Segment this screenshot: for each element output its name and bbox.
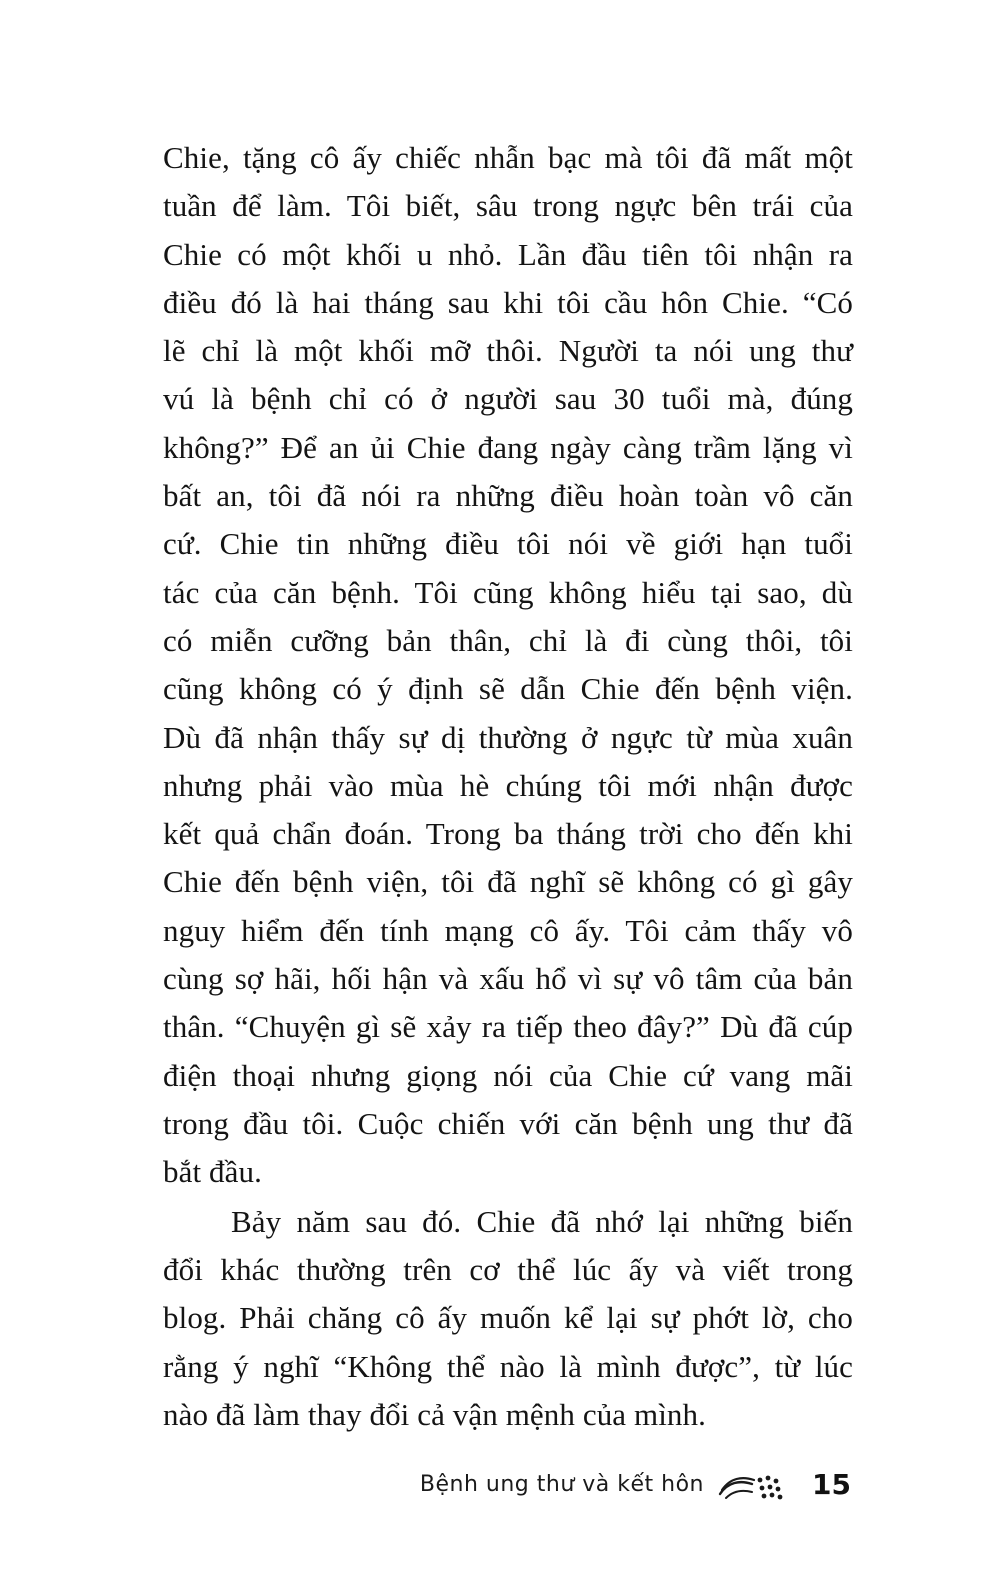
- body-text: [163, 134, 853, 1439]
- text-line: cứ. Chie tin những điều tôi nói về giới hạn tuổi: [163, 526, 853, 562]
- text-line: rằng ý nghĩ “Không thể nào là mình được”, từ lúc: [163, 1348, 853, 1384]
- text-line: Chie có một khối u nhỏ. Lần đầu tiên tôi nhận ra: [163, 236, 853, 272]
- text-line: có miễn cưỡng bản thân, chỉ là đi cùng thôi, tôi: [163, 622, 853, 658]
- text-line: blog. Phải chăng cô ấy muốn kể lại sự phớt lờ, cho: [163, 1300, 853, 1336]
- text-line: Chie, tặng cô ấy chiếc nhẫn bạc mà tôi đã mất một: [163, 140, 853, 175]
- text-line: không?” Để an ủi Chie đang ngày càng trầm lặng vì: [163, 429, 853, 465]
- text-line: điều đó là hai tháng sau khi tôi cầu hôn Chie. “Có: [163, 284, 853, 320]
- text-line: cùng sợ hãi, hối hận và xấu hổ vì sự vô tâm của bản: [163, 961, 853, 997]
- page-footer: [0, 1468, 1000, 1508]
- text-line: nguy hiểm đến tính mạng cô ấy. Tôi cảm thấy vô: [163, 912, 853, 948]
- text-line: cũng không có ý định sẽ dẫn Chie đến bệnh viện.: [163, 671, 853, 707]
- paragraph-1: [163, 134, 853, 1197]
- page-number: 15: [812, 1468, 851, 1501]
- text-line: đổi khác thường trên cơ thể lúc ấy và viết trong: [163, 1252, 853, 1288]
- text-line: Bảy năm sau đó. Chie đã nhớ lại những biến: [231, 1203, 853, 1239]
- text-line: lẽ chỉ là một khối mỡ thôi. Người ta nói ung thư: [163, 333, 853, 369]
- text-line: vú là bệnh chỉ có ở người sau 30 tuổi mà, đúng: [163, 381, 853, 417]
- text-line: trong đầu tôi. Cuộc chiến với căn bệnh ung thư đã: [163, 1105, 853, 1141]
- text-line: tuần để làm. Tôi biết, sâu trong ngực bên trái của: [163, 188, 853, 224]
- text-line: thân. “Chuyện gì sẽ xảy ra tiếp theo đây?” Dù đã cúp: [163, 1009, 853, 1045]
- text-line: Dù đã nhận thấy sự dị thường ở ngực từ mùa xuân: [163, 719, 853, 755]
- wave-dots-ornament-icon: [718, 1472, 790, 1502]
- text-line: Chie đến bệnh viện, tôi đã nghĩ sẽ không có gì gây: [163, 864, 853, 900]
- running-title: Bệnh ung thư và kết hôn: [419, 1472, 704, 1497]
- text-line: nhưng phải vào mùa hè chúng tôi mới nhận được: [163, 767, 853, 803]
- text-line: tác của căn bệnh. Tôi cũng không hiểu tại sao, dù: [163, 574, 853, 610]
- text-line: kết quả chẩn đoán. Trong ba tháng trời cho đến khi: [163, 816, 853, 852]
- paragraph-2: [163, 1198, 853, 1439]
- text-line: bất an, tôi đã nói ra những điều hoàn toàn vô căn: [163, 478, 853, 514]
- text-line: điện thoại nhưng giọng nói của Chie cứ vang mãi: [163, 1057, 853, 1093]
- text-line: bắt đầu.: [163, 1154, 262, 1190]
- text-line: nào đã làm thay đổi cả vận mệnh của mình.: [163, 1397, 706, 1433]
